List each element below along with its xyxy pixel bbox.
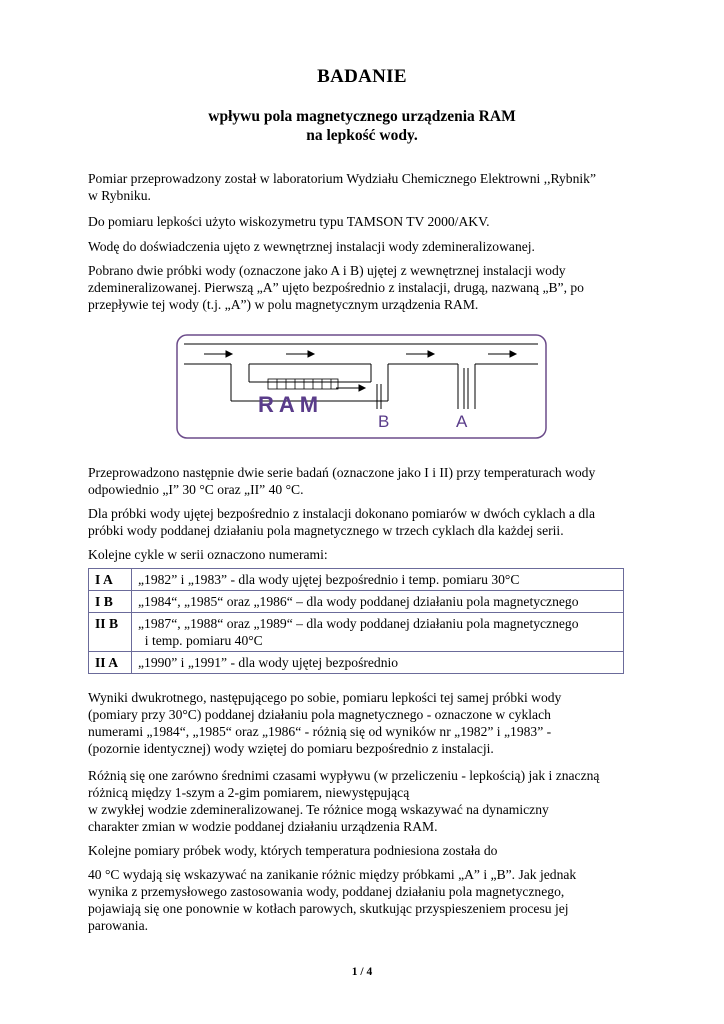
ram-coil: [268, 379, 338, 389]
flow-arrows: [204, 351, 516, 391]
table-row: [89, 591, 624, 613]
flow-arrow: [308, 351, 314, 357]
paragraph-differences: Różnią się one zarówno średnimi czasami wypływu (w przeliczeniu - lepkością) jak i znaczną różnicą między 1-szym a 2-gim pomiarem, niewystępującą w zwykłej wodzie zdemineralizowanej. Te różnice mogą wskazywać na dynamiczny charakter zmian w wodzie poddanej działaniu urządzenia RAM.: [88, 768, 600, 834]
table-row: [89, 569, 624, 591]
paragraph-samples: Pobrano dwie próbki wody (oznaczone jako A i B) ujętej z wewnętrznej instalacji wody zdemineralizowanej. Pierwszą „A” ujęto bezpośrednio z instalacji, drugą, nazwaną „B”, po przepływie tej wody (t.j. „A”) w polu magnetycznym urządzenia RAM.: [88, 263, 584, 312]
table-row: [89, 652, 624, 674]
label-a: A: [456, 412, 468, 431]
flow-arrow: [510, 351, 516, 357]
paragraph-series: Przeprowadzono następnie dwie serie badań (oznaczone jako I i II) przy temperaturach wody odpowiednio „I” 30 °C oraz „II” 40 °C.: [88, 465, 596, 497]
main-pipe: [184, 344, 538, 409]
paragraph-viscometer: Do pomiaru lepkości użyto wiskozymetru typu TAMSON TV 2000/AKV.: [88, 214, 490, 229]
series-description: „1990” i „1991” - dla wody ujętej bezpośrednio: [132, 652, 624, 674]
paragraph-cycles: Dla próbki wody ujętej bezpośrednio z instalacji dokonano pomiarów w dwóch cyklach a dla próbki wody poddanej działaniu pola magnetycznego w trzech cyklach dla każdej serii.: [88, 506, 595, 538]
flow-arrow: [428, 351, 434, 357]
series-description: „1982” i „1983” - dla wody ujętej bezpośrednio i temp. pomiaru 30°C: [132, 569, 624, 591]
series-key: II B: [89, 613, 132, 652]
series-table: [88, 568, 624, 674]
series-key: I B: [89, 591, 132, 613]
subtitle-line-2: na lepkość wody.: [306, 127, 418, 144]
subtitle-line-1: wpływu pola magnetycznego urządzenia RAM: [208, 108, 516, 125]
paragraph-lab: Pomiar przeprowadzony został w laboratorium Wydziału Chemicznego Elektrowni ,,Rybnik” w Rybniku.: [88, 171, 597, 203]
series-description: „1984“, „1985“ oraz „1986“ – dla wody poddanej działaniu pola magnetycznego: [132, 591, 624, 613]
flow-arrow: [359, 385, 365, 391]
paragraph-conclusion: 40 °C wydają się wskazywać na zanikanie różnic między próbkami „A” i „B”. Jak jednak wynika z przemysłowego zastosowania wody, poddanej działaniu pola magnetycznego, pojawiają się one ponownie w kotłach parowych, skutkując przyspieszeniem procesu jej parowania.: [88, 867, 577, 933]
paragraph-water-source: Wodę do doświadczenia ujęto z wewnętrznej instalacji wody zdemineralizowanej.: [88, 239, 535, 254]
page-number: 1 / 4: [351, 966, 373, 978]
series-key: II A: [89, 652, 132, 674]
flow-arrow: [226, 351, 232, 357]
series-key: I A: [89, 569, 132, 591]
table-row: [89, 613, 624, 652]
page-title: BADANIE: [317, 66, 407, 87]
label-b: B: [378, 412, 390, 431]
series-description: „1987“, „1988“ oraz „1989“ – dla wody poddanej działaniu pola magnetycznego i temp. pomiaru 40°C: [132, 613, 624, 652]
paragraph-next-measurements: Kolejne pomiary próbek wody, których temperatura podniesiona została do: [88, 843, 498, 858]
ram-flow-diagram: [176, 334, 547, 439]
ram-label: RAM: [258, 392, 324, 417]
paragraph-results: Wyniki dwukrotnego, następującego po sobie, pomiaru lepkości tej samej próbki wody (pomiary przy 30°C) poddanej działaniu pola magnetycznego - oznaczone w cyklach numerami „1984“, „1985“ oraz „1986“ - różnią się od wyników nr „1982” i „1983” - (pozornie identycznej) wody wziętej do pomiaru bezpośrednio z instalacji.: [88, 690, 562, 756]
paragraph-numbering: Kolejne cykle w serii oznaczono numerami:: [88, 547, 328, 562]
